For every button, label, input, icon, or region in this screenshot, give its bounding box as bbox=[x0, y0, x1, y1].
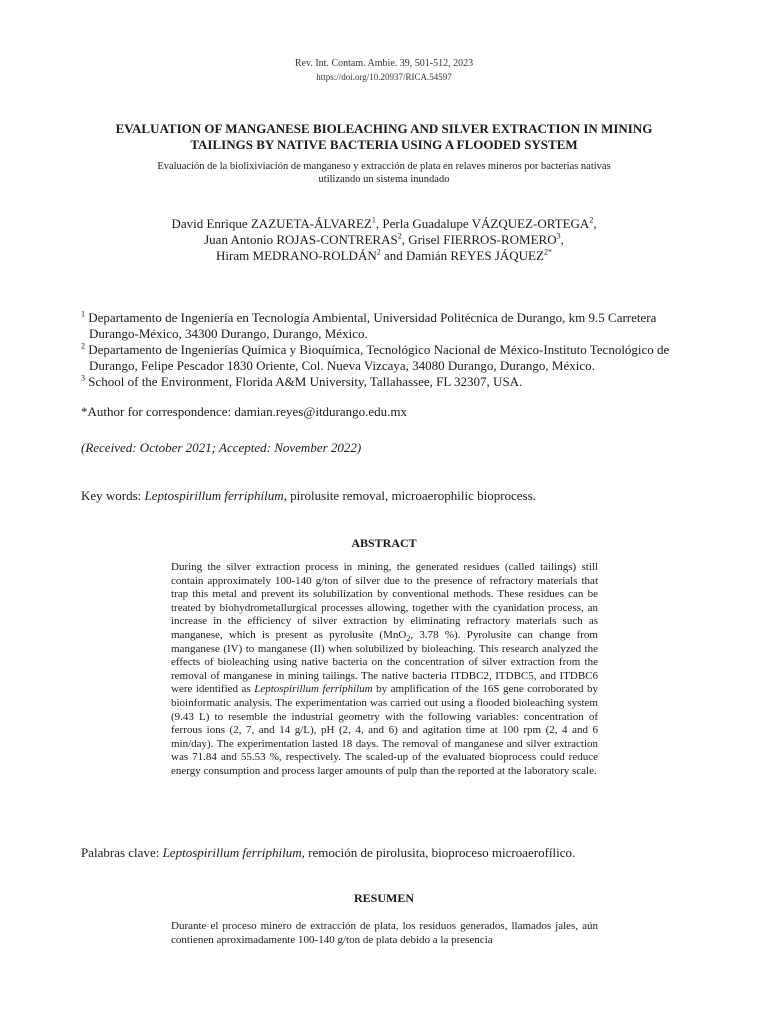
abstract-species: Leptospirillum ferriphilum bbox=[254, 683, 373, 696]
affiliation-number: 3 bbox=[81, 373, 85, 383]
abstract-heading: ABSTRACT bbox=[351, 536, 417, 550]
keywords-label: Key words: bbox=[81, 488, 142, 503]
abstract-text bbox=[171, 561, 598, 779]
author-affiliation-mark: 3 bbox=[556, 231, 561, 241]
author-affiliation-mark: 2 bbox=[376, 247, 381, 257]
affiliation-text: Departamento de Ingeniería en Tecnología Ambiental, Universidad Politécnica de Durango, km 9.5 Carretera Durango-México, 34300 Durango, Durango, México. bbox=[88, 310, 657, 341]
affiliation-item bbox=[81, 310, 691, 342]
author-name: Juan Antonio ROJAS-CONTRERAS bbox=[204, 232, 398, 247]
doi-link[interactable]: https://doi.org/10.20937/RICA.54597 bbox=[316, 72, 452, 82]
author-list: David Enrique ZAZUETA-ÁLVAREZ$^1$, Perla Guadalupe VÁZQUEZ-ORTEGA$^2$, Juan Antonio ROJAS-CONTRERAS$^2$, Grisel FIERROS-ROMERO$^3$, Hiram MEDRANO-ROLDÁN$^2$ and Damián REYES $JÁQUEZ^{2*}$ bbox=[171, 215, 597, 263]
author-name: David Enrique ZAZUETA-ÁLVAREZ bbox=[171, 216, 372, 231]
resumen-heading: RESUMEN bbox=[353, 891, 414, 905]
author-affiliation-mark: 2* bbox=[543, 247, 552, 257]
author-name: Grisel FIERROS-ROMERO bbox=[408, 232, 557, 247]
abstract-part: by amplification of the 16S gene corroborated by bioinformatic analysis. The experimentation was carried out using a flooded bioleaching system (9.43 L) to resemble the industrial geometry with the following variables: concentration of ferrous ions (2, 7, and 14 g/L), pH (2, 4, and 6) and agitation time at 100 rpm (2, 4 and 6 min/day). The experimentation lasted 18 days. The removal of manganese and silver extraction was 71.84 and 55.53 %, respectively. The scaled-up of the evaluated bioprocess could reduce energy consumption and process larger amounts of pulp than the reported at the laboratory scale. bbox=[171, 683, 599, 777]
author-name: Damián REYES JÁQUEZ bbox=[406, 248, 544, 263]
paper-subtitle-spanish: Evaluación de la biolixiviación de manganeso y extracción de plata en relaves mineros por bacterias nativas utilizando un sistema inundado bbox=[157, 161, 611, 185]
affiliation-number: 1 bbox=[81, 309, 85, 319]
author-name: Perla Guadalupe VÁZQUEZ-ORTEGA bbox=[382, 216, 590, 231]
author-name: Hiram MEDRANO-ROLDÁN bbox=[216, 248, 377, 263]
author-affiliation-mark: 1 bbox=[371, 215, 376, 225]
palabras-clave-label: Palabras clave: bbox=[81, 845, 160, 860]
abstract-part: During the silver extraction process in mining, the generated residues (called tailings) still contain approximately 100-140 g/ton of silver due to the presence of refractory materials that trap this metal and prevent its solubilization by conventional methods. These residues can be treated by biohydrometallurgical processes allowing, together with the cyanidation process, an increase in the efficiency of silver extraction by eliminating refractory materials such as manganese, which is present as pyrolusite (MnO bbox=[171, 561, 598, 641]
affiliation-text: Departamento de Ingenierías Química y Bioquímica, Tecnológico Nacional de México-Instituto Tecnológico de Durango, Felipe Pescador 1830 Oriente, Col. Nueva Vizcaya, 34080 Durango, Durango, México. bbox=[88, 342, 670, 373]
keywords-species: Leptospirillum ferriphilum bbox=[144, 488, 284, 503]
author-affiliation-mark: 2 bbox=[397, 231, 402, 241]
affiliations bbox=[81, 310, 691, 390]
palabras-clave bbox=[81, 845, 701, 861]
journal-citation: Rev. Int. Contam. Ambie. 39, 501-512, 2023 bbox=[294, 58, 474, 69]
affiliation-item bbox=[81, 342, 691, 374]
affiliation-text: School of the Environment, Florida A&M University, Tallahassee, FL 32307, USA. bbox=[88, 374, 523, 389]
affiliation-number: 2 bbox=[81, 341, 85, 351]
paper-title: EVALUATION OF MANGANESE BIOLEACHING AND SILVER EXTRACTION IN MINING TAILINGS BY NATIVE BACTERIA USING A FLOODED SYSTEM bbox=[115, 121, 653, 152]
subscript: 2 bbox=[406, 634, 411, 644]
abstract-part: , 3.78 %). Pyrolusite can change from manganese (IV) to manganese (II) when solubilized by bioleaching. This research analyzed the effects of bioleaching using native bacteria on the concentration of silver extraction from the removal of manganese in mining tailings. The native bacteria ITDBC2, ITDBC5, and ITDBC6 were identified as bbox=[171, 628, 598, 696]
resumen-text: Durante el proceso minero de extracción de plata, los residuos generados, llamados jales, aún contienen aproximadamente 100-140 g/ton de plata debido a la presencia bbox=[171, 920, 598, 946]
palabras-clave-rest: , remoción de pirolusita, bioproceso microaerofílico. bbox=[301, 845, 576, 860]
keywords-rest: , pirolusite removal, microaerophilic bioprocess. bbox=[283, 488, 536, 503]
correspondence-note: *Author for correspondence: damian.reyes@itdurango.edu.mx bbox=[81, 404, 408, 419]
author-affiliation-mark: 2 bbox=[589, 215, 594, 225]
affiliation-item bbox=[81, 374, 691, 390]
keywords bbox=[81, 488, 691, 504]
received-dates: (Received: October 2021; Accepted: November 2022) bbox=[81, 440, 362, 455]
palabras-clave-species: Leptospirillum ferriphilum bbox=[162, 845, 302, 860]
